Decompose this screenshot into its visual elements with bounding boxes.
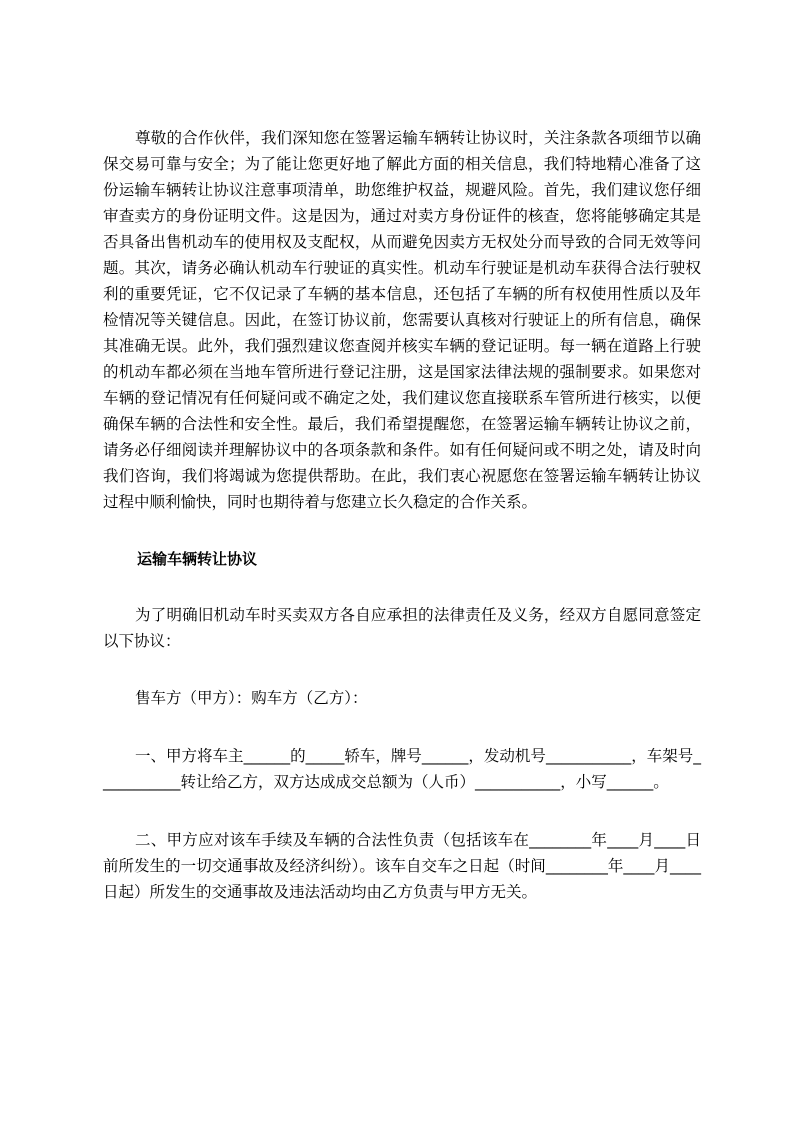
intro-paragraph: 尊敬的合作伙伴，我们深知您在签署运输车辆转让协议时，关注条款各项细节以确保交易可靠与安全；为了能让您更好地了解此方面的相关信息，我们特地精心准备了这份运输车辆转让协议注意事项清单，助您维护权益，规避风险。首先，我们建议您仔细审查卖方的身份证明文件。这是因为，通过对卖方身份证件的核查，您将能够确定其是否具备出售机动车的使用权及支配权，从而避免因卖方无权处分而导致的合同无效等问题。其次，请务必确认机动车行驶证的真实性。机动车行驶证是机动车获得合法行驶权利的重要凭证，它不仅记录了车辆的基本信息，还包括了车辆的所有权使用性质以及年检情况等关键信息。因此，在签订协议前，您需要认真核对行驶证上的所有信息，确保其准确无误。此外，我们强烈建议您查阅并核实车辆的登记证明。每一辆在道路上行驶的机动车都必须在当地车管所进行登记注册，这是国家法律法规的强制要求。如果您对车辆的登记情况有任何疑问或不确定之处，我们建议您直接联系车管所进行核实，以便确保车辆的合法性和安全性。最后，我们希望提醒您，在签署运输车辆转让协议之前，请务必仔细阅读并理解协议中的各项条款和条件。如有任何疑问或不明之处，请及时向我们咨询，我们将竭诚为您提供帮助。在此，我们衷心祝愿您在签署运输车辆转让协议过程中顺利愉快，同时也期待着与您建立长久稳定的合作关系。 — [103, 129, 701, 511]
clause-2-paragraph: 二、甲方应对该车手续及车辆的合法性负责（包括该车在________年____月____日前所发生的一切交通事故及经济纠纷）。该车自交车之日起（时间________年____月____日起）所发生的交通事故及违法活动均由乙方负责与甲方无关。 — [103, 831, 701, 901]
document-page — [103, 125, 701, 905]
clause-1-paragraph: 一、甲方将车主______的_____轿车，牌号______，发动机号___________，车架号___________转让给乙方，双方达成成交总额为（人币）___________，小写______。 — [103, 747, 701, 791]
agreement-title: 运输车辆转让协议 — [137, 550, 258, 568]
preamble-paragraph: 为了明确旧机动车时买卖双方各自应承担的法律责任及义务，经双方自愿同意签定以下协议： — [103, 606, 701, 650]
parties-line: 售车方（甲方）：购车方（乙方）： — [135, 689, 368, 707]
